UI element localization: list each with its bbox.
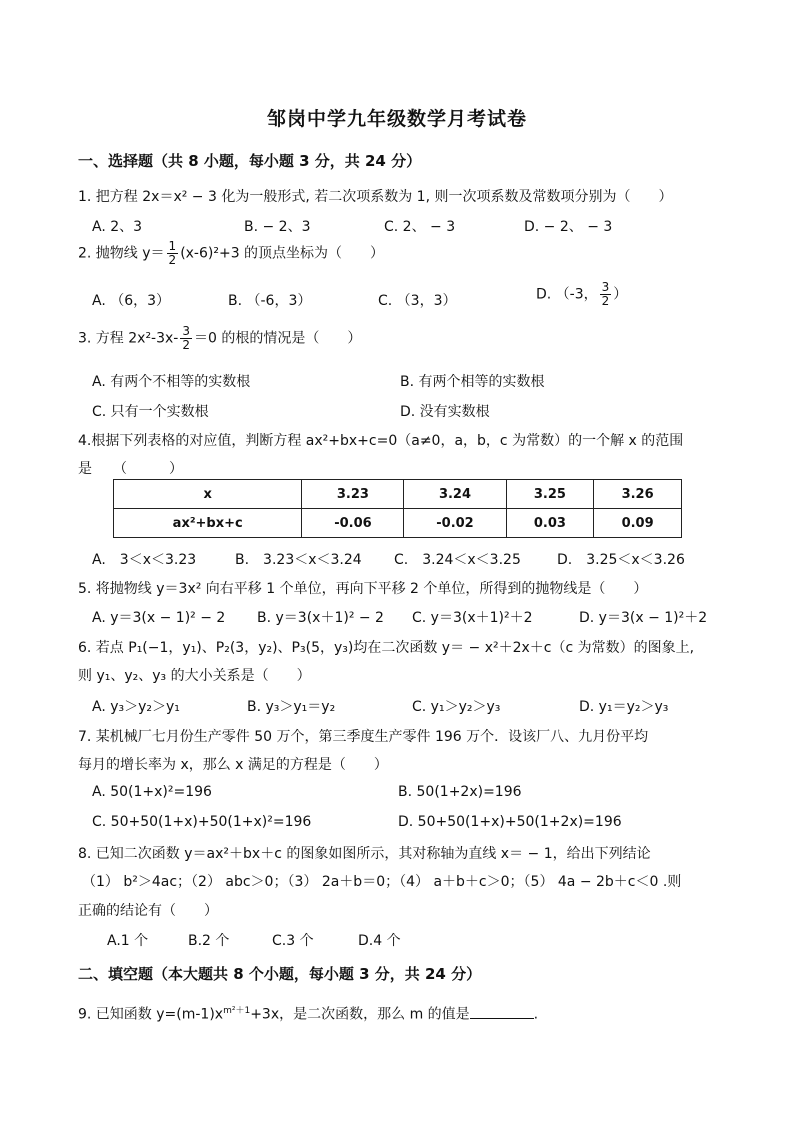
question-6-option-b: B. y₃＞y₁＝y₂ bbox=[247, 699, 336, 715]
question-4-option-a: A. 3＜x＜3.23 bbox=[92, 552, 197, 568]
question-5-option-d: D. y＝3(x − 1)²＋2 bbox=[579, 610, 708, 626]
table-row bbox=[114, 480, 682, 509]
question-2-option-c: C. （3，3） bbox=[378, 293, 457, 309]
question-8-stem-line-3: 正确的结论有（ ） bbox=[78, 903, 218, 919]
fraction-numerator: 3 bbox=[182, 324, 190, 338]
fraction-numerator: 3 bbox=[601, 280, 610, 294]
table-cell: -0.06 bbox=[302, 509, 404, 538]
question-5-option-c: C. y＝3(x＋1)²＋2 bbox=[412, 610, 533, 626]
fraction-denominator: 2 bbox=[182, 338, 190, 352]
question-3-stem bbox=[78, 325, 361, 352]
table-header-cell: x bbox=[114, 480, 302, 509]
question-8-option-c: C.3 个 bbox=[272, 933, 314, 949]
answer-blank[interactable] bbox=[470, 1006, 534, 1019]
question-7-option-d: D. 50+50(1+x)+50(1+2x)=196 bbox=[398, 814, 622, 830]
question-3-option-b: B. 有两个相等的实数根 bbox=[400, 374, 545, 390]
question-7-option-c: C. 50+50(1+x)+50(1+x)²=196 bbox=[92, 814, 312, 830]
question-8-option-b: B.2 个 bbox=[188, 933, 230, 949]
question-4-stem-line-2: 是 （ ） bbox=[78, 461, 183, 477]
table-cell: 3.23 bbox=[302, 480, 404, 509]
question-8-stem-line-1: 8. 已知二次函数 y＝ax²＋bx＋c 的图象如图所示，其对称轴为直线 x＝ − 1，给出下列结论 bbox=[78, 846, 651, 862]
section-heading-choice: 一、选择题（共 8 小题，每小题 3 分，共 24 分） bbox=[78, 152, 422, 170]
question-2-option-b: B. （-6，3） bbox=[228, 293, 312, 309]
question-6-option-d: D. y₁＝y₂＞y₃ bbox=[579, 699, 669, 715]
question-3-stem-start: 3. 方程 2x²-3x- bbox=[78, 330, 179, 347]
question-1-option-c: C. 2、 − 3 bbox=[384, 219, 456, 235]
fraction-numerator: 1 bbox=[168, 239, 177, 253]
question-9-stem bbox=[78, 1003, 538, 1024]
fraction bbox=[180, 325, 192, 352]
question-9-stem-start: 9. 已知函数 y=(m-1)x bbox=[78, 1006, 224, 1023]
question-7-option-b: B. 50(1+2x)=196 bbox=[398, 784, 522, 800]
fraction bbox=[600, 281, 612, 308]
question-7-stem-line-2: 每月的增长率为 x，那么 x 满足的方程是（ ） bbox=[78, 757, 388, 773]
table-cell: 3.24 bbox=[404, 480, 506, 509]
fraction-denominator: 2 bbox=[601, 294, 610, 308]
question-2-stem-start: 2. 抛物线 y＝ bbox=[78, 245, 165, 262]
fraction bbox=[167, 240, 179, 267]
table-cell: -0.02 bbox=[404, 509, 506, 538]
question-6-option-a: A. y₃＞y₂＞y₁ bbox=[92, 699, 180, 715]
question-3-option-c: C. 只有一个实数根 bbox=[92, 404, 209, 420]
question-1-option-a: A. 2、3 bbox=[92, 219, 143, 235]
question-3-option-a: A. 有两个不相等的实数根 bbox=[92, 374, 251, 390]
table-cell: 0.03 bbox=[506, 509, 594, 538]
question-5-option-b: B. y＝3(x＋1)² − 2 bbox=[257, 610, 384, 626]
table-cell: 0.09 bbox=[594, 509, 682, 538]
table-cell: 3.26 bbox=[594, 480, 682, 509]
question-4-option-d: D. 3.25＜x＜3.26 bbox=[557, 552, 685, 568]
question-4-stem-line-1: 4.根据下列表格的对应值，判断方程 ax²+bx+c=0（a≠0，a，b，c 为常数）的一个解 x 的范围 bbox=[78, 433, 684, 449]
exponent: m²＋1 bbox=[223, 1006, 251, 1016]
option-d-end: ） bbox=[613, 286, 628, 303]
question-1-stem: 1. 把方程 2x＝x² − 3 化为一般形式, 若二次项系数为 1, 则一次项系数及常数项分别为（ ） bbox=[78, 189, 673, 205]
question-6-stem-line-2: 则 y₁、y₂、y₃ 的大小关系是（ ） bbox=[78, 668, 311, 684]
question-1-option-b: B. − 2、3 bbox=[244, 219, 311, 235]
question-9-stem-end: +3x，是二次函数，那么 m 的值是 bbox=[250, 1006, 470, 1023]
page-title: 邹岗中学九年级数学月考试卷 bbox=[266, 108, 527, 130]
question-2-option-d bbox=[536, 281, 627, 308]
table-cell: 3.25 bbox=[506, 480, 594, 509]
question-2-option-a: A. （6，3） bbox=[92, 293, 171, 309]
question-5-stem: 5. 将抛物线 y＝3x² 向右平移 1 个单位，再向下平移 2 个单位，所得到的抛物线是（ ） bbox=[78, 581, 648, 597]
question-4-option-b: B. 3.23＜x＜3.24 bbox=[235, 552, 362, 568]
table-header-cell: ax²+bx+c bbox=[114, 509, 302, 538]
question-1-option-d: D. − 2、 − 3 bbox=[524, 219, 613, 235]
question-7-option-a: A. 50(1+x)²=196 bbox=[92, 784, 212, 800]
question-9-period: . bbox=[533, 1006, 539, 1023]
question-8-option-d: D.4 个 bbox=[358, 933, 401, 949]
option-d-start: D. （-3， bbox=[536, 286, 598, 303]
question-6-option-c: C. y₁＞y₂＞y₃ bbox=[412, 699, 501, 715]
fraction-denominator: 2 bbox=[168, 253, 177, 267]
question-6-stem-line-1: 6. 若点 P₁(−1，y₁)、P₂(3，y₂)、P₃(5，y₃)均在二次函数 y＝ − x²＋2x＋c（c 为常数）的图象上, bbox=[78, 640, 695, 656]
question-2-stem-end: (x-6)²+3 的顶点坐标为（ ） bbox=[180, 245, 385, 262]
question-3-stem-end: ＝0 的根的情况是（ ） bbox=[194, 330, 362, 347]
question-3-option-d: D. 没有实数根 bbox=[400, 404, 490, 420]
question-2-stem bbox=[78, 240, 384, 267]
question-8-option-a: A.1 个 bbox=[107, 933, 149, 949]
question-5-option-a: A. y＝3(x − 1)² − 2 bbox=[92, 610, 226, 626]
question-8-stem-line-2: （1） b²＞4ac；（2） abc＞0；（3） 2a＋b＝0；（4） a＋b＋c＞0；（5） 4a − 2b＋c＜0 .则 bbox=[82, 874, 682, 890]
question-7-stem-line-1: 7. 某机械厂七月份生产零件 50 万个，第三季度生产零件 196 万个．设该厂八、九月份平均 bbox=[78, 729, 649, 745]
section-heading-fill-in: 二、填空题（本大题共 8 个小题，每小题 3 分，共 24 分） bbox=[78, 965, 482, 983]
table-row bbox=[114, 509, 682, 538]
question-4-option-c: C. 3.24＜x＜3.25 bbox=[394, 552, 521, 568]
value-table bbox=[113, 479, 682, 538]
